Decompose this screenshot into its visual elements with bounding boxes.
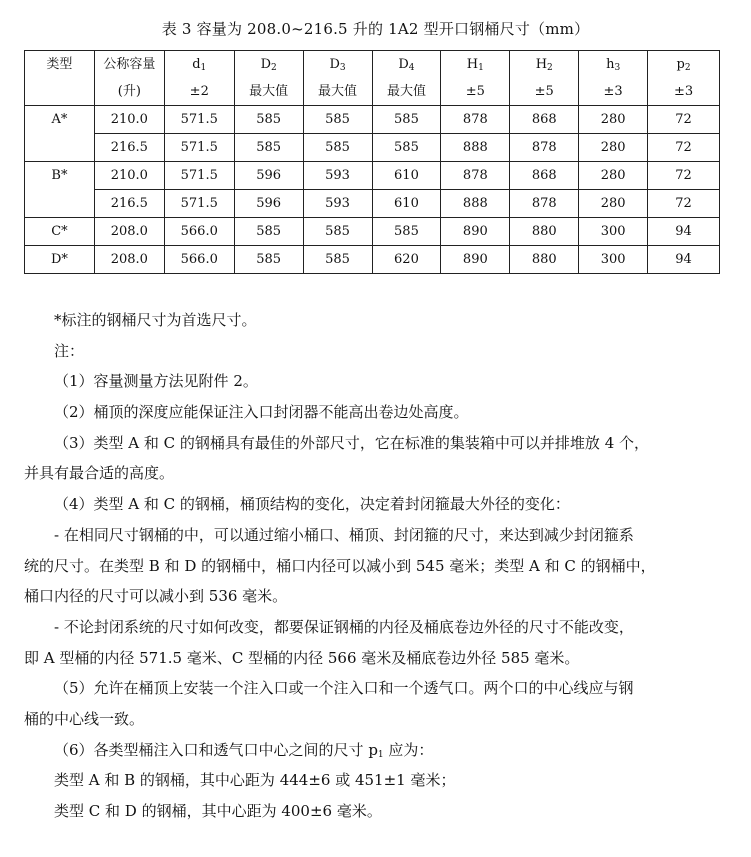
header-tol-D2: 最大值 [234,78,303,106]
header-row-2 [25,78,720,106]
table-cell: 878 [441,162,510,190]
header-tol-p2: ±3 [648,78,720,106]
header-d1: $d_1$ [164,51,234,79]
table-cell: 585 [234,106,303,134]
note-6-cd: 类型 C 和 D 的钢桶，其中心距为 400±6 毫米。 [54,802,382,820]
table-row [25,106,720,134]
type-cell: B* [25,162,95,218]
dimension-table [24,50,720,274]
note-3-cont: 并具有最合适的高度。 [24,464,175,483]
table-cell: 566.0 [164,218,234,246]
table-cell: 585 [372,218,441,246]
note-1: （1）容量测量方法见附件 2。 [54,372,258,391]
table-cell: 585 [303,218,372,246]
header-tol-H2: ±5 [510,78,579,106]
table-cell: 585 [234,134,303,162]
table-cell: 280 [579,134,648,162]
table-cell: 596 [234,162,303,190]
table-cell: 94 [648,246,720,274]
header-tol-D4: 最大值 [372,78,441,106]
note-4-item-1: - 在相同尺寸钢桶的中，可以通过缩小桶口、桶顶、封闭箍的尺寸，来达到减少封闭箍系 [54,525,634,544]
header-unit: (升) [94,78,164,106]
table-cell: 280 [579,190,648,218]
table-cell: 72 [648,190,720,218]
note-4: （4）类型 A 和 C 的钢桶，桶顶结构的变化，决定着封闭箍最大外径的变化： [54,495,570,514]
note-preferred: *标注的钢桶尺寸为首选尺寸。 [54,311,257,329]
header-tol-D3: 最大值 [303,78,372,106]
header-tol-H1: ±5 [441,78,510,106]
table-cell: 878 [510,190,579,218]
table-cell: 620 [372,246,441,274]
table-cell: 868 [510,106,579,134]
table-cell: 610 [372,162,441,190]
table-cell: 94 [648,218,720,246]
table-cell: 72 [648,106,720,134]
note-2: （2）桶顶的深度应能保证注入口封闭器不能高出卷边处高度。 [54,403,469,422]
table-cell: 878 [510,134,579,162]
table-cell: 566.0 [164,246,234,274]
notes-section [24,305,724,827]
table-cell: 300 [579,218,648,246]
header-p2: $p_2$ [648,51,720,79]
type-cell: D* [25,246,95,274]
table-cell: 72 [648,162,720,190]
note-5: （5）允许在桶顶上安装一个注入口或一个注入口和一个透气口。两个口的中心线应与钢 [54,679,634,698]
table-cell: 280 [579,162,648,190]
table-cell: 888 [441,134,510,162]
header-capacity: 公称容量 [94,51,164,79]
table-row [25,190,720,218]
note-4-item-2-cont: 即 A 型桶的内径 571.5 毫米、C 型桶的内径 566 毫米及桶底卷边外径 585 毫米。 [24,648,580,667]
note-4-item-1-cont2: 桶口内径的尺寸可以减小到 536 毫米。 [24,587,288,606]
table-cell: 890 [441,218,510,246]
note-heading: 注： [54,341,85,360]
table-cell: 593 [303,162,372,190]
table-cell: 880 [510,246,579,274]
table-cell: 571.5 [164,134,234,162]
table-cell: 585 [234,218,303,246]
table-cell: 216.5 [94,190,164,218]
note-5-cont: 桶的中心线一致。 [24,709,145,728]
table-cell: 890 [441,246,510,274]
header-h3: $h_3$ [579,51,648,79]
table-row [25,246,720,274]
table-cell: 571.5 [164,190,234,218]
table-cell: 585 [303,246,372,274]
table-cell: 210.0 [94,162,164,190]
header-row [25,51,720,79]
table-cell: 868 [510,162,579,190]
table-cell: 585 [372,106,441,134]
header-tol-d1: ±2 [164,78,234,106]
note-6: （6）各类型桶注入口和透气口中心之间的尺寸 $p_1$ 应为： [54,740,434,760]
header-H1: $H_1$ [441,51,510,79]
header-D3: $D_3$ [303,51,372,79]
header-H2: $H_2$ [510,51,579,79]
table-cell: 216.5 [94,134,164,162]
table-cell: 593 [303,190,372,218]
note-4-item-2: - 不论封闭系统的尺寸如何改变，都要保证钢桶的内径及桶底卷边外径的尺寸不能改变， [54,617,634,636]
table-cell: 878 [441,106,510,134]
table-cell: 596 [234,190,303,218]
table-cell: 585 [234,246,303,274]
table-cell: 585 [303,106,372,134]
table-cell: 300 [579,246,648,274]
note-3: （3）类型 A 和 C 的钢桶具有最佳的外部尺寸，它在标准的集装箱中可以并排堆放 4 个， [54,433,650,452]
table-row [25,218,720,246]
table-cell: 571.5 [164,162,234,190]
type-cell: A* [25,106,95,162]
table-cell: 585 [372,134,441,162]
table-row [25,134,720,162]
table-cell: 208.0 [94,218,164,246]
table-cell: 571.5 [164,106,234,134]
note-4-item-1-cont: 统的尺寸。在类型 B 和 D 的钢桶中，桶口内径可以减小到 545 毫米；类型 A 和 C 的钢桶中， [24,556,656,575]
table-cell: 610 [372,190,441,218]
header-D2: $D_2$ [234,51,303,79]
table-cell: 280 [579,106,648,134]
table-cell: 888 [441,190,510,218]
type-cell: C* [25,218,95,246]
header-tol-h3: ±3 [579,78,648,106]
table-title: 表 3 容量为 208.0~216.5 升的 1A2 型开口钢桶尺寸（mm） [161,20,590,38]
table-cell: 585 [303,134,372,162]
table-row [25,162,720,190]
table-cell: 210.0 [94,106,164,134]
note-6-ab: 类型 A 和 B 的钢桶，其中心距为 444±6 或 451±1 毫米； [54,771,456,790]
header-D4: $D_4$ [372,51,441,79]
table-cell: 72 [648,134,720,162]
table-cell: 208.0 [94,246,164,274]
table-cell: 880 [510,218,579,246]
header-type: 类型 [25,51,95,106]
